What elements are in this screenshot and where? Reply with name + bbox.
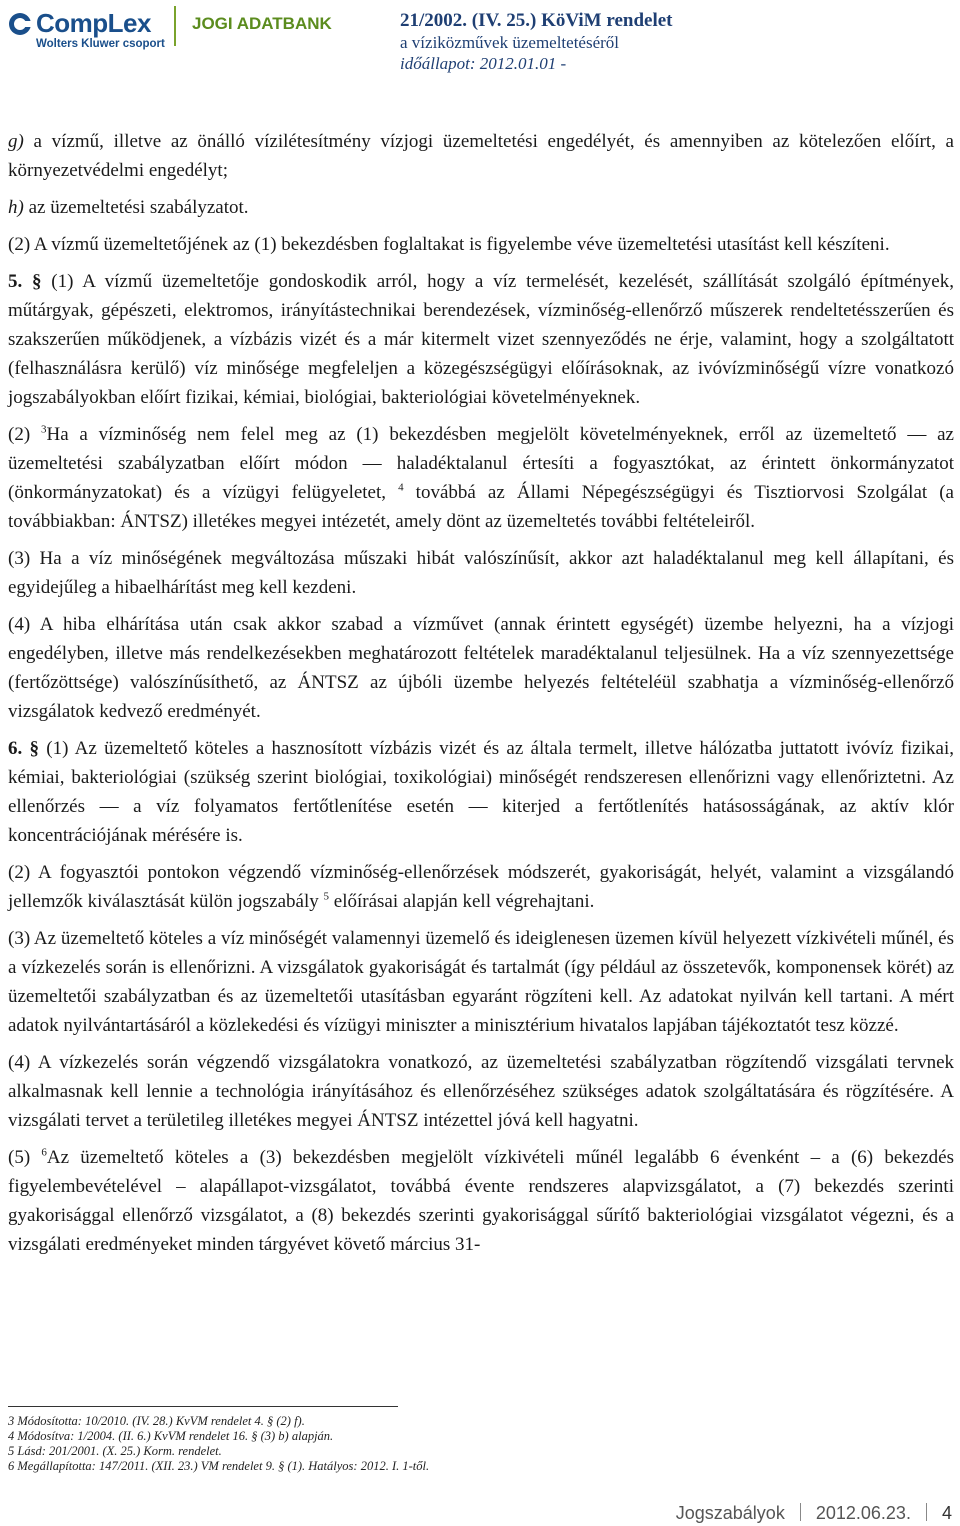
footer-date: 2012.06.23. [815,1503,911,1523]
footnote: 6 Megállapította: 147/2011. (XII. 23.) VM rendelet 9. § (1). Hatályos: 2012. I. 1-től. [8,1459,430,1473]
paragraph: (4) A vízkezelés során végzendő vizsgálatokra vonatkozó, az üzemeltetési szabályzatban rögzítendő vizsgálati tervnek alkalmasnak kell lennie a technológia irányításához és ellenőrzéséhez szükséges adatok szolgáltatására és rögzítésére. A vizsgálati tervet a területileg illetékes megyei ÁNTSZ intézettel jóvá kell hagyatni. [8,1052,954,1131]
footnote: 3 Módosította: 10/2010. (IV. 28.) KvVM rendelet 4. § (2) f). [8,1414,305,1428]
document-subtitle: a víziközművek üzemeltetéséről [400,33,620,52]
footnote: 4 Módosítva: 1/2004. (II. 6.) KvVM rendelet 16. § (3) b) alapján. [8,1429,334,1443]
paragraph: (2) A vízmű üzemeltetőjének az (1) bekezdésben foglaltakat is figyelembe véve üzemeltetési utasítást kell készíteni. [8,234,890,255]
complex-logo-icon [8,12,32,36]
document-title: 21/2002. (IV. 25.) KöViM rendelet [400,10,673,31]
document-heading [400,10,700,74]
paragraph: (4) A hiba elhárítása után csak akkor szabad a vízművet (annak érintett egységét) üzembe helyezni, ha a vízjogi engedélyben, illetve más rendelkezésekben meghatározott feltételek maradéktalanul teljesülnek. Ha a víz szennyezettsége (fertőzöttsége) valószínűsíthető, az ÁNTSZ az újbóli üzembe helyezés feltételéül szabhatja a vízminőség-ellenőrző vizsgálatok kedvező eredményét. [8,614,954,722]
footnote-divider [8,1406,398,1407]
header-divider [174,6,176,46]
paragraph: 6. § (1) Az üzemeltető köteles a hasznosított vízbázis vizét és az általa termelt, illetve hálózatba juttatott ivóvíz fizikai, kémiai, bakteriológiai (szükség szerint biológiai, toxikológiai) minőségét rendszeresen ellenőrizni vagy ellenőriztetni. Az ellenőrzés — a víz folyamatos fertőtlenítése esetén — kiterjed a fertőtlenítés hatásosságának, az aktív klór koncentrációjának mérésére is. [8,738,955,846]
complex-brand-subtitle: Wolters Kluwer csoport [36,38,165,50]
paragraph: (5) $^6$Az üzemeltető köteles a (3) bekezdésben megjelölt vízkivételi műnél legalább 6 évenként – a (6) bekezdés figyelembevételével – alapállapot-vizsgálatot, továbbá évente rendszeres alapvizsgálatot, a (7) bekezdés szerinti gyakorisággal ellenőrző vizsgálatot, a (8) bekezdés szerinti gyakorisággal sűrítő bakteriológiai vizsgálatot végezni, és a vizsgálati eredményeket minden tárgyévet követő március 31- [8,1146,954,1255]
page-footer [676,1503,952,1524]
paragraph: (3) Ha a víz minőségének megváltozása műszaki hibát valószínűsít, akkor azt haladéktalanul meg kell állapítani, és egyidejűleg a hibaelhárítást meg kell kezdeni. [8,548,954,598]
document-validity-state: időállapot: 2012.01.01 - [400,54,567,73]
paragraph: 5. § (1) A vízmű üzemeltetője gondoskodik arról, hogy a víz termelését, kezelését, szállítását szolgáló építmények, műtárgyak, gépészeti, elektromos, irányítástechnikai berendezések, vízminőség-ellenőrző műszerek rendeltetésszerűen és szakszerűen működjenek, a vízbázis vizét és a már kitermelt vizet szennyeződés ne érje, valamint, hogy a szolgáltatott (felhasználásra kerülő) víz minősége megfeleljen a közegészségügyi előírásoknak, az ivóvízminőségű vízre vonatkozó jogszabályokban előírt fizikai, kémiai, biológiai, bakteriológiai követelményeknek. [8,271,954,408]
footer-separator [800,1503,801,1521]
jogi-adatbank-logo[interactable]: JOGI ADATBANK [192,14,332,33]
footnotes [8,1414,708,1474]
paragraph: (2) A fogyasztói pontokon végzendő vízminőség-ellenőrzések módszerét, gyakoriságát, helyét, valamint a vizsgálandó jellemzők kiválasztását külön jogszabály $^5$ előírásai alapján kell végrehajtani. [8,862,954,912]
document-body [8,127,954,1259]
page-header [0,0,960,92]
paragraph: g) a vízmű, illetve az önálló vízilétesítmény vízjogi üzemeltetési engedélyét, és amennyiben az kötelezően előírt, a környezetvédelmi engedélyt; [8,131,954,181]
footer-separator [926,1503,927,1521]
paragraph: (3) Az üzemeltető köteles a víz minőségét valamennyi üzemelő és ideiglenesen üzemen kívül helyezett vízkivételi műnél, és a vízkezelés során is ellenőrizni. A vizsgálatok gyakoriságát és tartalmát (így például az összetevők, komponensek körét) az üzemeltetői szabályzatban és az üzemeltetői utasításban egyaránt rögzíteni kell. Az adatokat nyilván kell tartani. A mért adatok nyilvántartásáról a közlekedési és vízügyi miniszter a minisztérium hivatalos lapjában tájékoztatót tesz közzé. [8,928,954,1036]
paragraph: (2) $^3$Ha a vízminőség nem felel meg az (1) bekezdésben megjelölt követelményeknek, erről az üzemeltető — az üzemeltetési szabályzatban előírt módon — haladéktalanul értesíti a fogyasztókat, az érintett önkormányzatot (önkormányzatokat) és a vízügyi felügyeletet, $^4$ továbbá az Állami Népegészségügyi és Tisztiorvosi Szolgálat (a továbbiakban: ÁNTSZ) illetékes megyei intézetét, amely dönt az üzemeltetés további feltételeiről. [8,423,954,532]
page-number: 4 [941,1503,952,1523]
complex-brand-name: CompLex [36,8,151,38]
footnote: 5 Lásd: 201/2001. (X. 25.) Korm. rendelet. [8,1444,222,1458]
footer-source: Jogszabályok [675,1503,785,1523]
paragraph: h) az üzemeltetési szabályzatot. [8,197,249,218]
